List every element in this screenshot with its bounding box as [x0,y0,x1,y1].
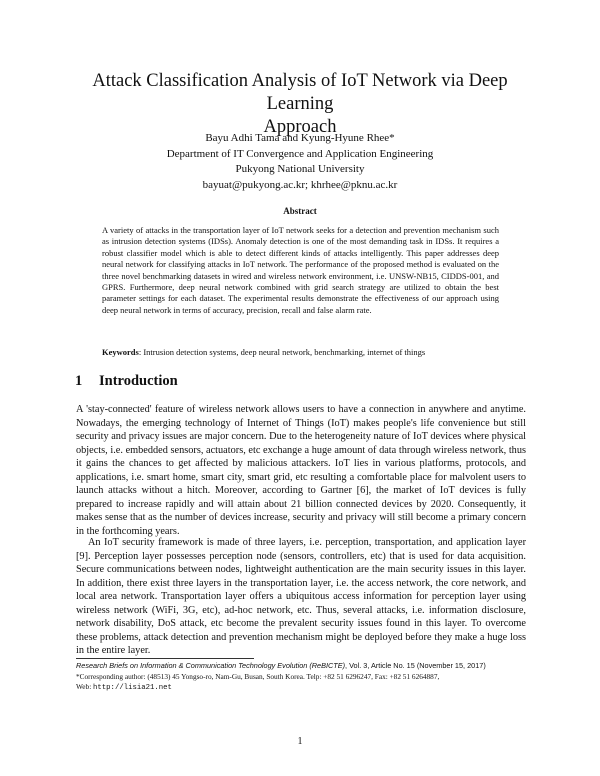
keywords-label: Keywords [102,347,139,357]
footnote-divider [76,658,254,659]
footnote-journal-line [76,661,526,672]
author-names: Bayu Adhi Tama and Kyung-Hyune Rhee* [205,132,395,144]
paper-title [60,70,540,139]
footnote-web-line [76,682,526,694]
abstract-text: A variety of attacks in the transportation layer of IoT network seeks for a detection and prevention mechanism such as intrusion detection systems (IDSs). Anomaly detection is one of the most demanding task in IDSs. It requires a robust classifier model which is able to detect different kinds of attacks intelligently. This paper addresses deep neural network for classifying attacks in IoT network. The performance of the proposed method is evaluated on the three novel benchmarking datasets in wired and wireless network environment, i.e. UNSW-NB15, CIDDS-001, and GPRS. Furthermore, deep neural network combined with grid search strategy are utilized to obtain the best parameter settings for each dataset. The experimental results demonstrate the effectiveness of our approach using deep neural network in terms of accuracy, precision, recall and false alarm rate. [102,225,499,315]
journal-name: Research Briefs on Information & Communication Technology Evolution (ReBICTE) [76,661,346,670]
abstract-heading: Abstract [283,206,317,216]
title-line-1: Attack Classification Analysis of IoT Network via Deep Learning [92,71,508,114]
author-emails: bayuat@pukyong.ac.kr; khrhee@pknu.ac.kr [202,178,398,191]
page-number: 1 [297,736,303,747]
title-line-2: Approach [263,117,337,137]
author-block [100,131,500,193]
intro-paragraph-2: An IoT security framework is made of three layers, i.e. perception, transportation, and application layer [9]. Perception layer possesses perception node (sensors, controllers, etc) that is used for data acquisition. Secure communications between nodes, lightweight authentication are the main security issues in this layer. In addition, there exist three layers in the transportation layer, i.e. the access network, the core network, and local area network. Transportation layer offers a ubiquitous access information for perception layer using wireless network (WiFi, 3G, etc), ad-hoc network, etc. Thus, several attacks, i.e. information disclosure, network disability, DoS attack, etc become the prevalent security issues found in this layer. To overcome these problems, attack detection and prevention mechanism might be deployed before they make a huge loss in the entire layer. [76,537,526,656]
keywords-line [102,347,499,358]
keywords-text: : Intrusion detection systems, deep neural network, benchmarking, internet of things [138,347,426,357]
corresponding-author: *Corresponding author: (48513) 45 Yongso-ro, Nam-Gu, Busan, South Korea. Telp: +82 51 6296247, Fax: +82 51 6264887, [76,671,440,681]
web-label: Web: [76,682,94,691]
journal-citation: , Vol. 3, Article No. 15 (November 15, 2017) [345,661,486,670]
author-department: Department of IT Convergence and Application Engineering [166,147,434,160]
section-number: 1 [75,373,83,389]
intro-paragraph-1: A 'stay-connected' feature of wireless network allows users to have a connection in anywhere and anytime. Nowadays, the emerging technology of Internet of Things (IoT) makes people's life convenience but still security and privacy issues are major concern. Due to the heterogeneity nature of IoT devices where physical objects, i.e. embedded sensors, actuators, etc exchange a huge amount of data through wireless network, thus it gains the chances to get affected by malicious attackers. IoT lies in various platforms, protocols, and applications, i.e. smart home, smart city, smart grid, etc resulting a comfortable place for malvolent users to launch attacks without a hitch. Moreover, according to Gartner [6], the market of IoT devices is fully prepared to increase rapidly and will attain about 21 billion connected devices by 2020. Consequently, it makes sense that as the number of devices increase, security and privacy will still become a primary concern in the forthcoming years. [76,404,526,537]
author-university: Pukyong National University [235,163,365,176]
section-title: Introduction [99,373,178,389]
section-heading [75,373,178,390]
web-link[interactable]: http://lisia21.net [93,684,172,692]
footnote [76,661,526,694]
